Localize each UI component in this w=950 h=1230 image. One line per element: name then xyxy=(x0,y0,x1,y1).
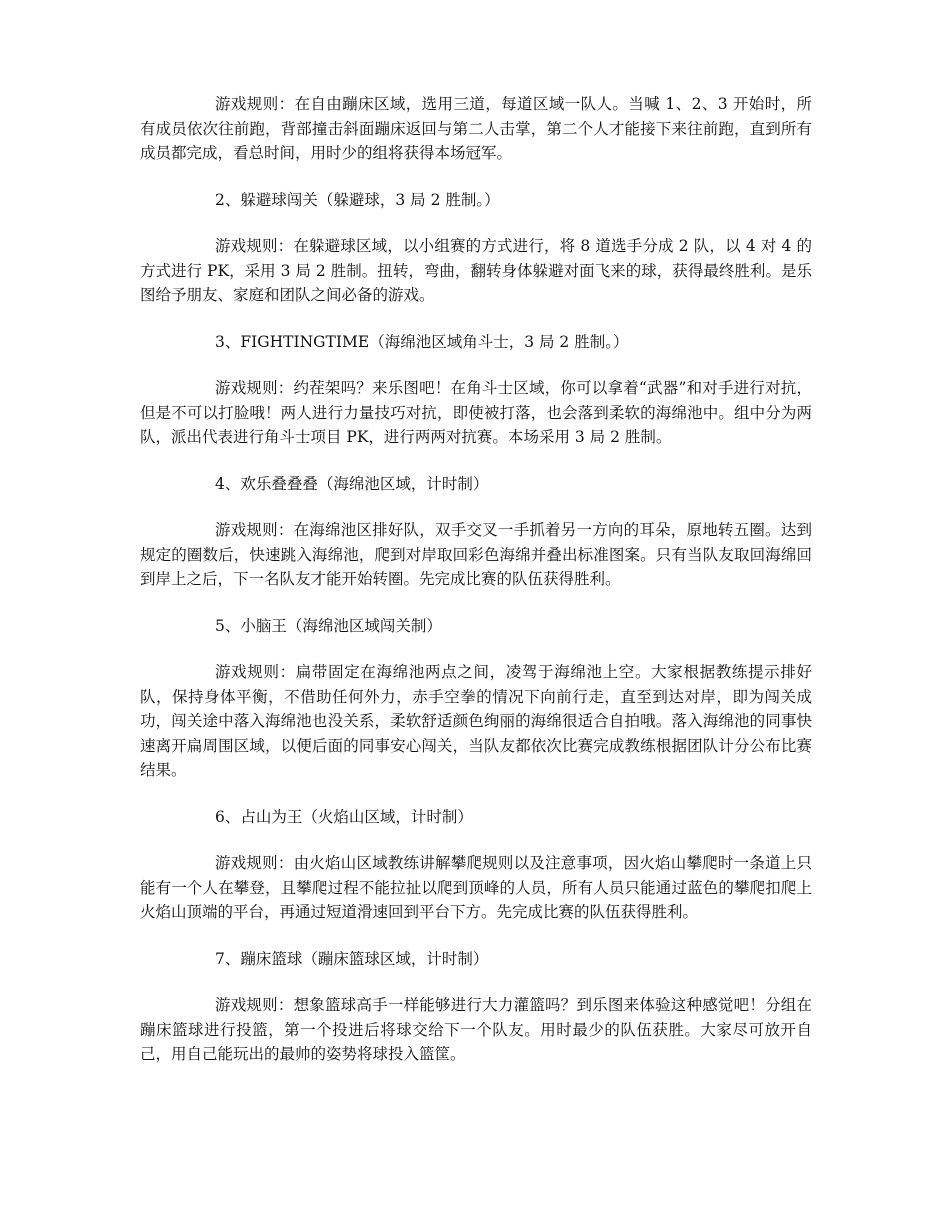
rule-paragraph-3: 游戏规则：约茬架吗？来乐图吧！在角斗士区域，你可以拿着“武器”和对手进行对抗，但是不可以打脸哦！两人进行力量技巧对抗，即使被打落，也会落到柔软的海绵池中。组中分为两队，派出代表进行角斗士项目 PK，进行两两对抗赛。本场采用 3 局 2 胜制。 xyxy=(140,379,812,446)
rule-paragraph-1: 游戏规则：在自由蹦床区域，选用三道，每道区域一队人。当喊 1、2、3 开始时，所有成员依次往前跑，背部撞击斜面蹦床返回与第二人击掌，第二个人才能接下来往前跑，直到所有成员都完成，看总时间，用时少的组将获得本场冠军。 xyxy=(140,95,812,162)
rule-paragraph-5: 游戏规则：扁带固定在海绵池两点之间，凌驾于海绵池上空。大家根据教练提示排好队，保持身体平衡，不借助任何外力，赤手空拳的情况下向前行走，直至到达对岸，即为闯关成功，闯关途中落入海绵池也没关系，柔软舒适颜色绚丽的海绵很适合自拍哦。落入海绵池的同事快速离开扁周围区域，以便后面的同事安心闯关，当队友都依次比赛完成教练根据团队计分公布比赛结果。 xyxy=(140,663,812,779)
rule-paragraph-6: 游戏规则：由火焰山区域教练讲解攀爬规则以及注意事项，因火焰山攀爬时一条道上只能有一个人在攀登，且攀爬过程不能拉扯以爬到顶峰的人员，所有人员只能通过蓝色的攀爬扣爬上火焰山顶端的平台，再通过短道滑速回到平台下方。先完成比赛的队伍获得胜利。 xyxy=(140,854,812,921)
game-heading-5: 5、小脑王（海绵池区域闯关制） xyxy=(215,616,442,635)
game-heading-4: 4、欢乐叠叠叠（海绵池区域，计时制） xyxy=(215,474,489,493)
document-page xyxy=(140,92,812,1089)
game-heading-3: 3、FIGHTINGTIME（海绵池区域角斗士，3 局 2 胜制。） xyxy=(215,332,629,351)
rule-paragraph-2: 游戏规则：在躲避球区域，以小组赛的方式进行，将 8 道选手分成 2 队，以 4 对 4 的方式进行 PK，采用 3 局 2 胜制。扭转，弯曲，翻转身体躲避对面飞来的球，获得最终胜利。是乐图给予朋友、家庭和团队之间必备的游戏。 xyxy=(140,237,812,304)
game-heading-2: 2、躲避球闯关（躲避球，3 局 2 胜制。） xyxy=(215,190,500,209)
game-heading-6: 6、占山为王（火焰山区域，计时制） xyxy=(215,807,473,826)
game-heading-7: 7、蹦床篮球（蹦床篮球区域，计时制） xyxy=(215,949,489,968)
rule-paragraph-7: 游戏规则：想象篮球高手一样能够进行大力灌篮吗？到乐图来体验这种感觉吧！分组在蹦床篮球进行投篮，第一个投进后将球交给下一个队友。用时最少的队伍获胜。大家尽可放开自己，用自己能玩出的最帅的姿势将球投入篮筐。 xyxy=(140,996,812,1063)
rule-paragraph-4: 游戏规则：在海绵池区排好队，双手交叉一手抓着另一方向的耳朵，原地转五圈。达到规定的圈数后，快速跳入海绵池，爬到对岸取回彩色海绵并叠出标准图案。只有当队友取回海绵回到岸上之后，下一名队友才能开始转圈。先完成比赛的队伍获得胜利。 xyxy=(140,521,812,588)
